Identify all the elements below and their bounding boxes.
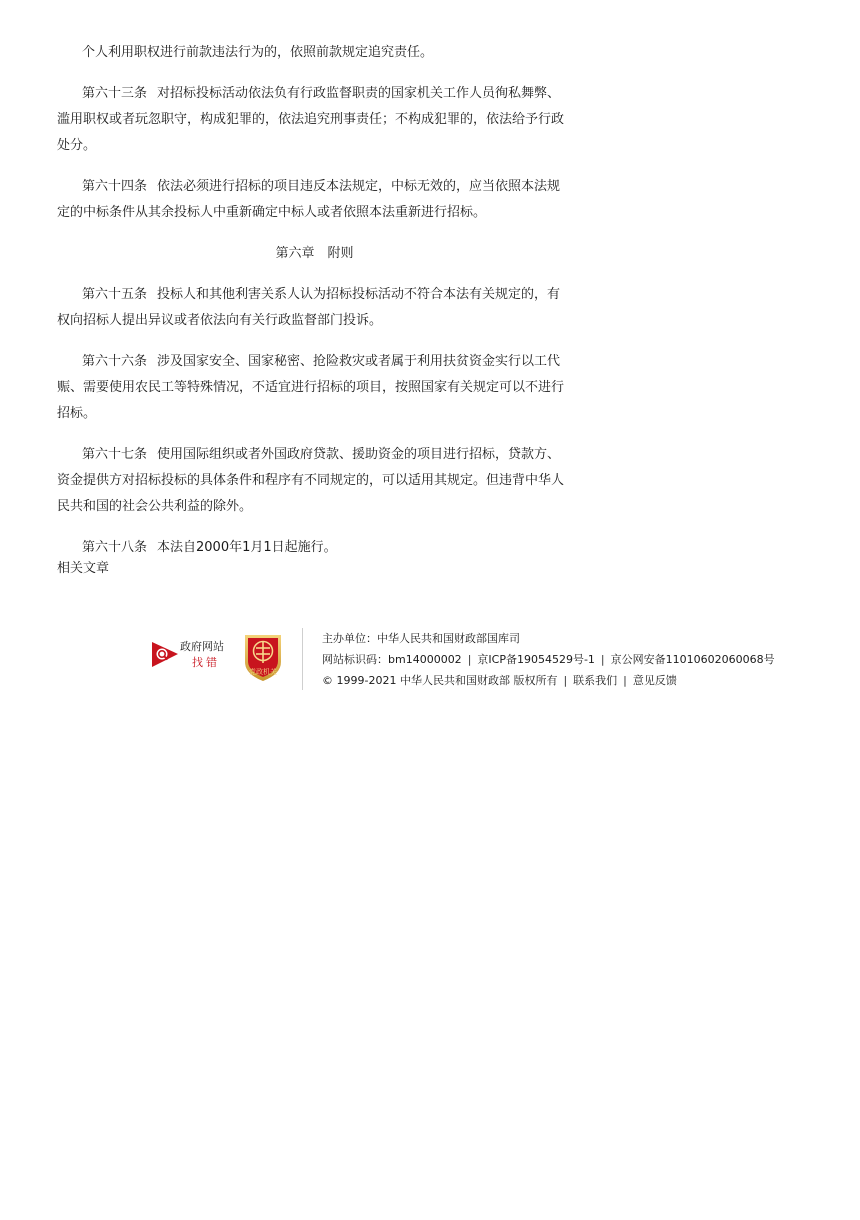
gov-site-error-report-badge[interactable] bbox=[150, 636, 230, 676]
police-record-link[interactable]: 京公网安备11010602060068号 bbox=[610, 653, 775, 666]
article-number: 第六十八条 bbox=[82, 540, 148, 555]
party-badge-caption: 党政机关 bbox=[249, 668, 277, 676]
article-64 bbox=[57, 174, 572, 226]
article-63 bbox=[57, 81, 572, 159]
separator: | bbox=[600, 653, 605, 666]
footer-info bbox=[322, 628, 775, 691]
article-number: 第六十七条 bbox=[82, 447, 148, 462]
article-text: 本法自2000年1月1日起施行。 bbox=[157, 540, 337, 555]
separator: | bbox=[563, 674, 568, 687]
separator: | bbox=[467, 653, 472, 666]
copyright: © 1999-2021 中华人民共和国财政部 版权所有 bbox=[322, 674, 558, 687]
article-text: 依法必须进行招标的项目违反本法规定，中标无效的，应当依照本法规定的中标条件从其余投标人中重新确定中标人或者依照本法重新进行招标。 bbox=[57, 179, 561, 220]
article-number: 第六十四条 bbox=[82, 179, 148, 194]
article-body bbox=[57, 40, 572, 576]
party-gov-agency-badge[interactable] bbox=[242, 632, 284, 682]
separator: | bbox=[623, 674, 627, 687]
article-text: 使用国际组织或者外国政府贷款、援助资金的项目进行招标，贷款方、资金提供方对招标投标的具体条件和程序有不同规定的，可以适用其规定。但违背中华人民共和国的社会公共利益的除外。 bbox=[57, 447, 565, 514]
contact-us-link[interactable]: 联系我们 bbox=[573, 674, 618, 687]
magnifier-icon bbox=[152, 640, 180, 668]
feedback-link[interactable]: 意见反馈 bbox=[632, 674, 677, 687]
article-number: 第六十五条 bbox=[82, 287, 148, 302]
footer-divider bbox=[302, 628, 303, 690]
badge-find-bottom-text: 找错 bbox=[192, 656, 220, 669]
footer-sponsor: 主办单位：中华人民共和国财政部国库司 bbox=[322, 632, 520, 645]
article-68 bbox=[57, 535, 572, 561]
site-id: 网站标识码：bm14000002 bbox=[322, 653, 462, 666]
badge-find-top-text: 政府网站 bbox=[180, 640, 224, 653]
article-text: 投标人和其他利害关系人认为招标投标活动不符合本法有关规定的，有权向招标人提出异议或者依法向有关行政监督部门投诉。 bbox=[57, 287, 561, 328]
article-text: 对招标投标活动依法负有行政监督职责的国家机关工作人员徇私舞弊、滥用职权或者玩忽职守，构成犯罪的，依法追究刑事责任；不构成犯罪的，依法给予行政处分。 bbox=[57, 86, 565, 153]
article-67 bbox=[57, 442, 572, 520]
footer-registration-line bbox=[322, 649, 775, 670]
article-number: 第六十三条 bbox=[82, 86, 148, 101]
chapter-heading: 第六章 附则 bbox=[275, 246, 354, 261]
article-number: 第六十六条 bbox=[82, 354, 148, 369]
related-articles-heading: 相关文章 bbox=[57, 561, 110, 576]
article-text: 涉及国家安全、国家秘密、抢险救灾或者属于利用扶贫资金实行以工代赈、需要使用农民工等特殊情况，不适宜进行招标的项目，按照国家有关规定可以不进行招标。 bbox=[57, 354, 565, 421]
article-65 bbox=[57, 282, 572, 334]
article-66 bbox=[57, 349, 572, 427]
footer-copyright-line bbox=[322, 670, 752, 691]
paragraph: 个人利用职权进行前款违法行为的，依照前款规定追究责任。 bbox=[82, 45, 434, 60]
icp-link[interactable]: 京ICP备19054529号-1 bbox=[477, 653, 595, 666]
site-footer bbox=[150, 626, 775, 690]
